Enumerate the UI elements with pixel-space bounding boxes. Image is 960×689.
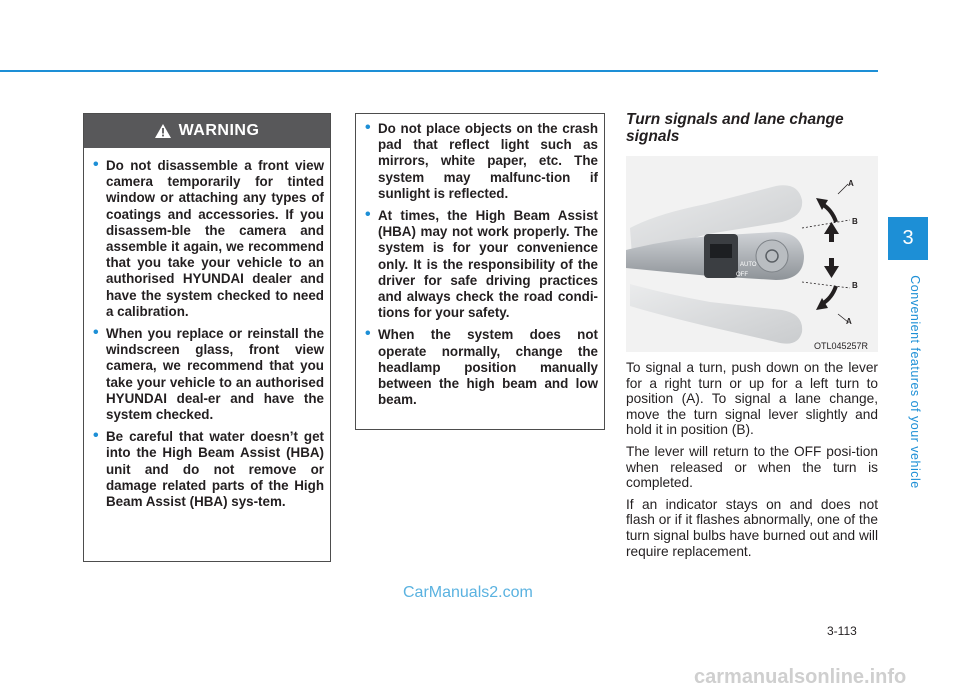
warning-item-text: Be careful that water doesn’t get into the High Beam Assist (HBA) unit and do not remove or damage related parts of the High Beam Assist (HBA) sys-tem. xyxy=(106,429,324,510)
footer-watermark: carmanualsonline.info xyxy=(694,666,907,688)
bullet-dot-icon: • xyxy=(93,427,99,445)
site-watermark[interactable]: CarManuals2.com xyxy=(403,584,533,601)
warning-triangle-icon xyxy=(155,124,171,138)
body-text xyxy=(626,360,878,565)
warning-item xyxy=(93,324,324,423)
lever-off-label: OFF xyxy=(736,272,748,278)
warning-item-text: When you replace or reinstall the windscreen glass, front view camera, we recommend that you take your vehicle to an authorised HYUNDAI deal-er and have the system checked. xyxy=(106,326,324,423)
chapter-title: Convenient features of your vehicle xyxy=(908,275,922,489)
turn-signal-figure xyxy=(626,156,878,352)
top-rule xyxy=(0,70,878,72)
chapter-side-label xyxy=(908,266,922,498)
warning-continued-box xyxy=(355,113,605,430)
warning-item-text: Do not place objects on the crash pad that reflect light such as mirrors, white paper, etc. The system may malfunc-tion if sunlight is reflected. xyxy=(378,121,598,201)
bullet-dot-icon: • xyxy=(365,325,371,343)
turn-signal-lever-illustration xyxy=(626,156,878,352)
position-b-bottom-label: B xyxy=(852,281,858,290)
warning-item xyxy=(365,119,598,202)
warning-continued-list xyxy=(365,119,598,414)
warning-list xyxy=(93,156,324,516)
warning-item-text: Do not disassemble a front view camera temporarily for tinted window or attaching any types of coatings and accessories. If you disassem-ble the camera and assemble it again, we recommend that you take your vehicle to an authorised HYUNDAI dealer and have the system checked to need a calibration. xyxy=(106,158,324,319)
warning-item-text: At times, the High Beam Assist (HBA) may not work properly. The system is for your convenience only. It is the responsibility of the driver for safe driving practices and always check the road condi-tions for your safety. xyxy=(378,208,598,321)
warning-box xyxy=(83,113,331,562)
warning-item xyxy=(93,427,324,510)
body-paragraph: If an indicator stays on and does not flash or if it flashes abnormally, one of the turn signal bulbs have burned out and will require replacement. xyxy=(626,496,878,559)
page-number: 3-113 xyxy=(827,624,857,638)
warning-header xyxy=(84,114,330,148)
chapter-number: 3 xyxy=(902,227,914,249)
bullet-dot-icon: • xyxy=(93,324,99,342)
position-b-top-label: B xyxy=(852,217,858,226)
warning-item xyxy=(93,156,324,320)
bullet-dot-icon: • xyxy=(93,156,99,173)
warning-item xyxy=(365,325,598,408)
body-paragraph: The lever will return to the OFF posi-tion when released or when the turn is completed. xyxy=(626,443,878,491)
position-a-top-label: A xyxy=(848,179,854,188)
figure-code: OTL045257R xyxy=(814,341,869,351)
warning-item-text: When the system does not operate normally, change the headlamp position manually between the high beam and low beam. xyxy=(378,327,598,408)
position-a-bottom-label: A xyxy=(846,317,852,326)
bullet-dot-icon: • xyxy=(365,119,371,136)
chapter-tab xyxy=(888,217,928,260)
warning-item xyxy=(365,206,598,321)
bullet-dot-icon: • xyxy=(365,206,371,224)
lever-auto-label: AUTO xyxy=(740,262,757,268)
body-paragraph: To signal a turn, push down on the lever for a right turn or up for a left turn to position (A). To signal a lane change, move the turn signal lever slightly and hold it in position (B). xyxy=(626,360,878,438)
section-title: Turn signals and lane change signals xyxy=(626,111,844,145)
warning-title: WARNING xyxy=(178,122,260,139)
